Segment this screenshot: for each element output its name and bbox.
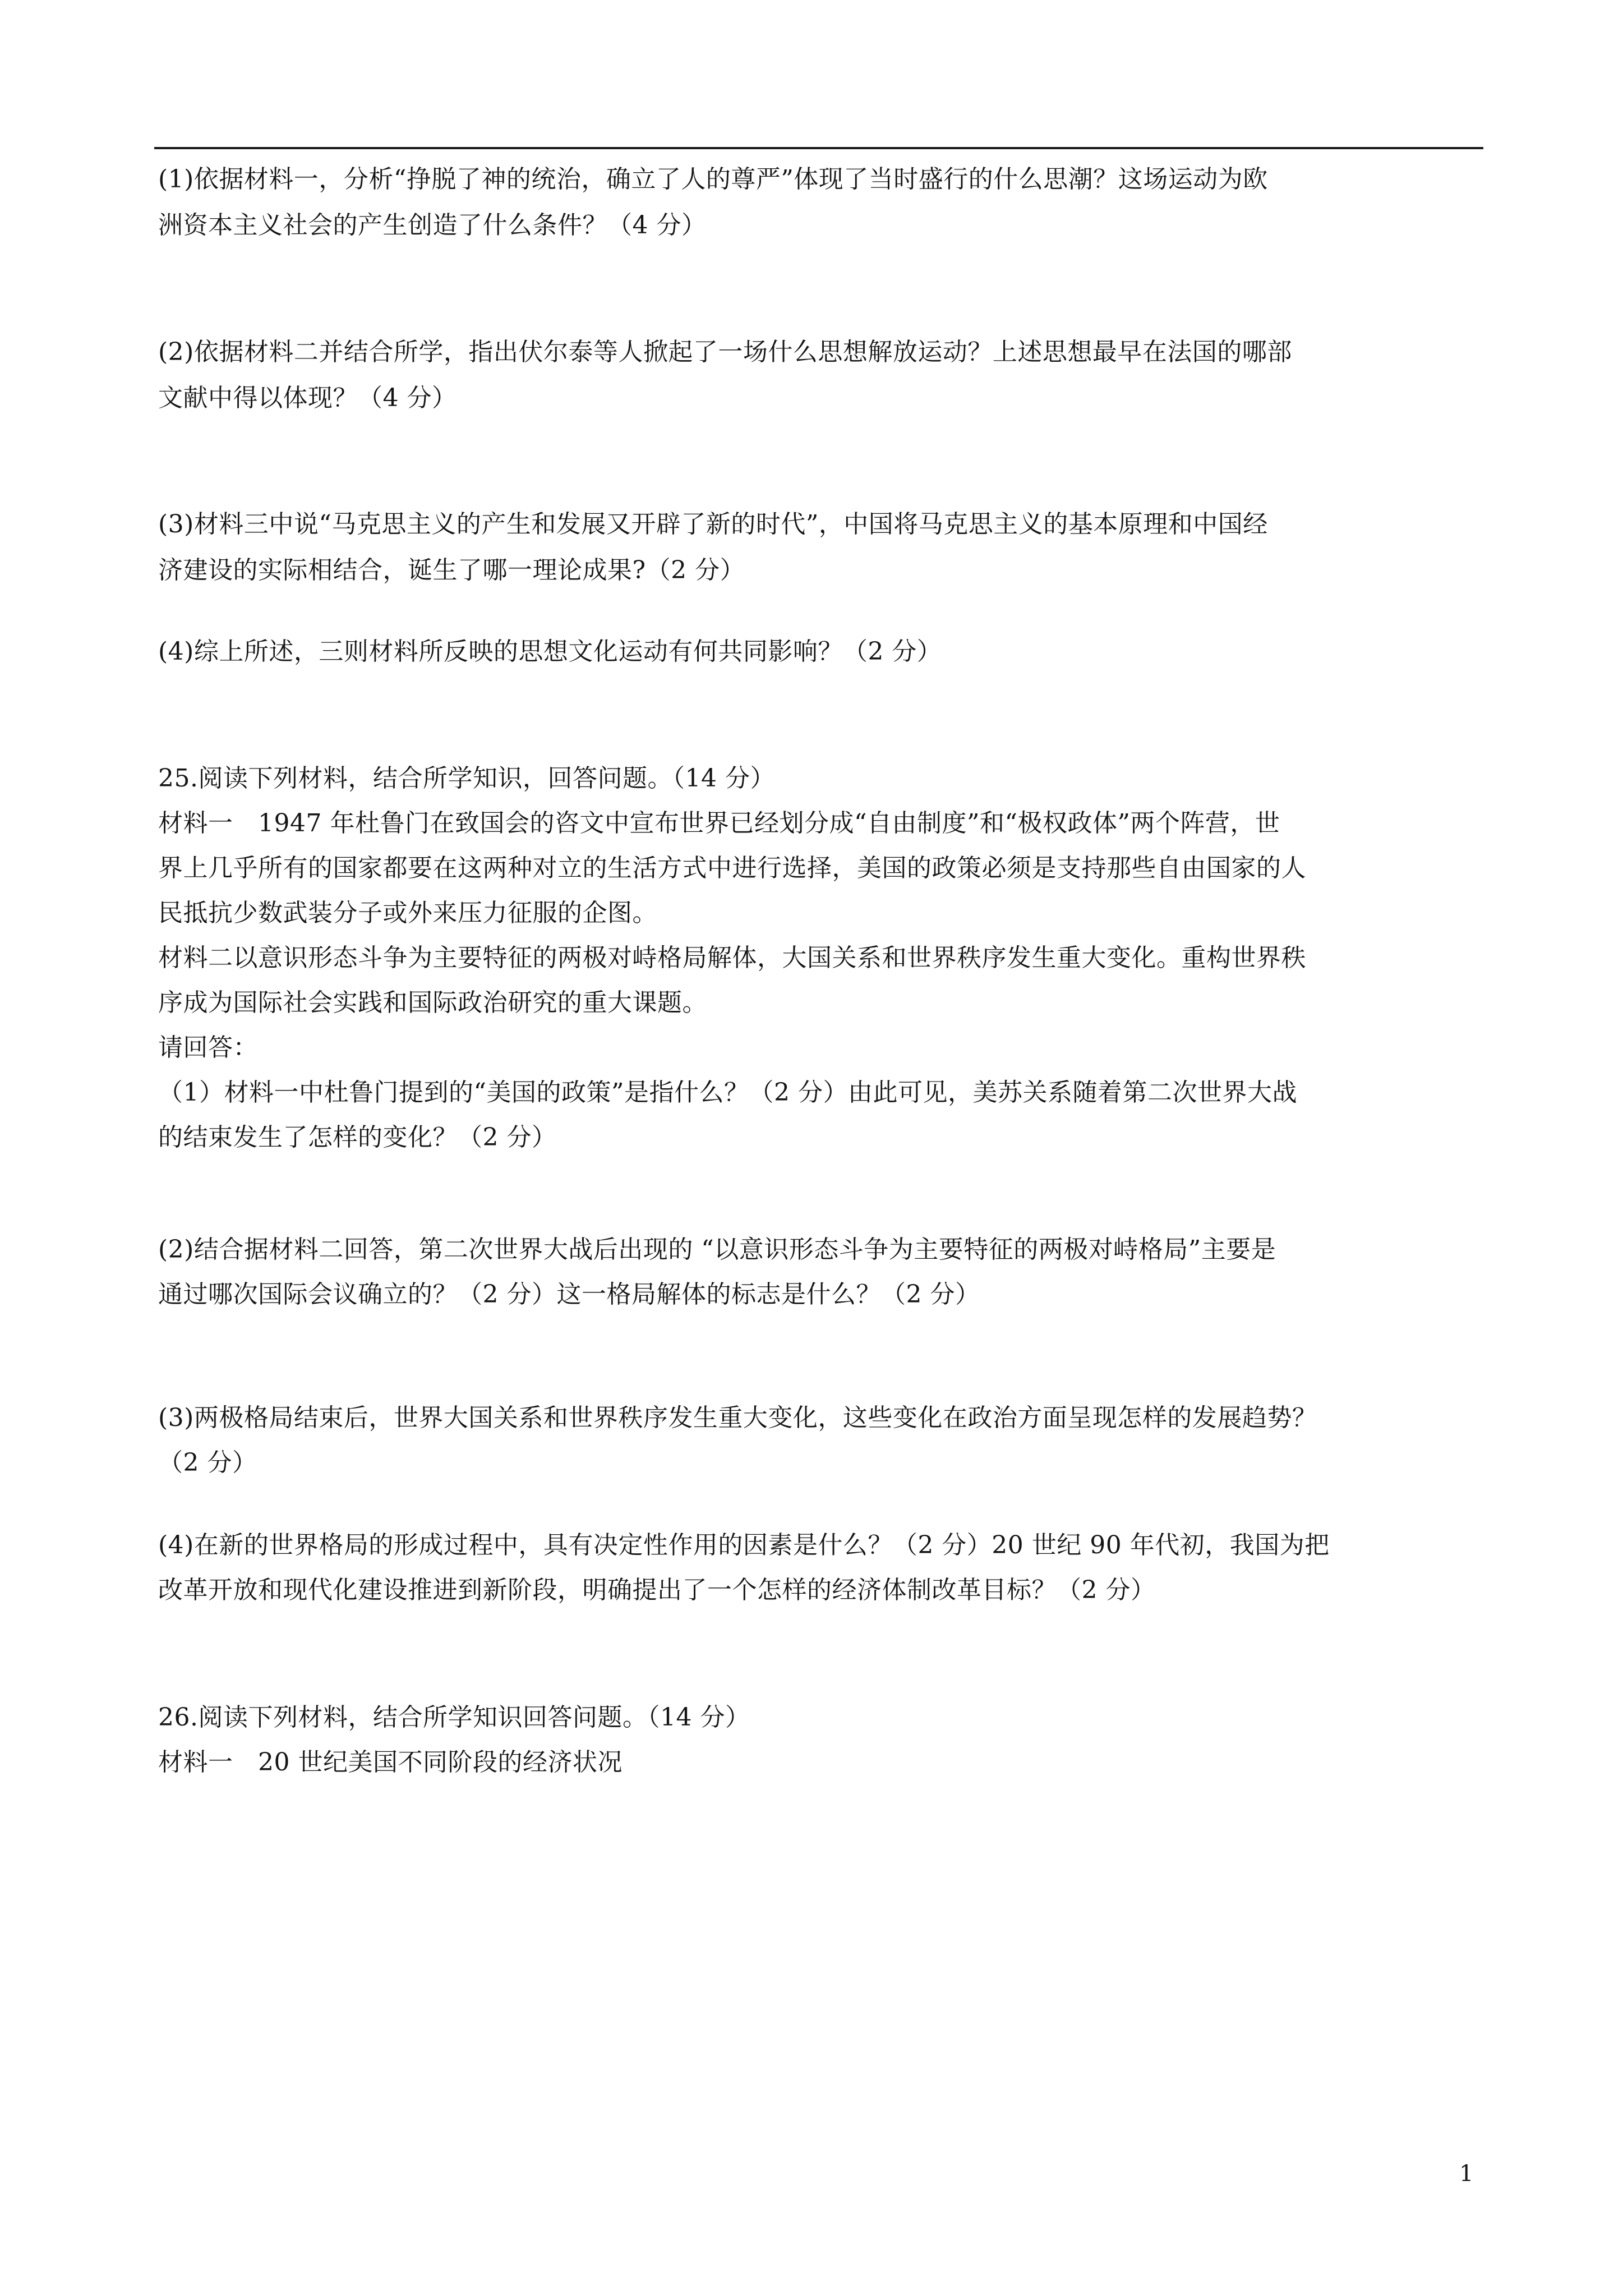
q24-1-line-1: (1)依据材料一，分析“挣脱了神的统治，确立了人的尊严”体现了当时盛行的什么思潮？这场运动为欧 [158,165,1268,194]
q26-heading: 26.阅读下列材料，结合所学知识回答问题。（14 分） [158,1703,750,1732]
q25-3-line-2: （2 分） [158,1448,257,1477]
q26-material-1: 材料一 20 世纪美国不同阶段的经济状况 [158,1748,623,1777]
q24-3-line-1: (3)材料三中说“马克思主义的产生和发展又开辟了新的时代”，中国将马克思主义的基本原理和中国经 [158,510,1268,539]
q25-heading: 25.阅读下列材料，结合所学知识，回答问题。（14 分） [158,764,775,793]
q24-4-line-1: (4)综上所述，三则材料所反映的思想文化运动有何共同影响？（2 分） [158,637,942,666]
q25-4-line-2: 改革开放和现代化建设推进到新阶段，明确提出了一个怎样的经济体制改革目标？（2 分） [158,1576,1156,1604]
q25-please-answer: 请回答： [158,1033,258,1062]
q25-material-1-line-2: 界上几乎所有的国家都要在这两种对立的生活方式中进行选择，美国的政策必须是支持那些自由国家的人 [158,854,1306,882]
q25-2-line-1: (2)结合据材料二回答，第二次世界大战后出现的 “以意识形态斗争为主要特征的两极对峙格局”主要是 [158,1235,1276,1264]
q25-1-line-2: 的结束发生了怎样的变化？（2 分） [158,1123,557,1152]
q25-material-1-line-1: 材料一 1947 年杜鲁门在致国会的咨文中宣布世界已经划分成“自由制度”和“极权政体”两个阵营，世 [158,809,1280,838]
q24-2-line-1: (2)依据材料二并结合所学，指出伏尔泰等人掀起了一场什么思想解放运动？上述思想最早在法国的哪部 [158,338,1292,366]
q25-4-line-1: (4)在新的世界格局的形成过程中，具有决定性作用的因素是什么？（2 分）20 世纪 90 年代初，我国为把 [158,1531,1330,1559]
q25-1-line-1: （1）材料一中杜鲁门提到的“美国的政策”是指什么？（2 分）由此可见，美苏关系随着第二次世界大战 [158,1078,1297,1107]
page-number: 1 [1459,2161,1474,2187]
q25-material-2-line-1: 材料二以意识形态斗争为主要特征的两极对峙格局解体，大国关系和世界秩序发生重大变化。重构世界秩 [158,944,1306,972]
q24-1-line-2: 洲资本主义社会的产生创造了什么条件？（4 分） [158,211,707,240]
q25-material-1-line-3: 民抵抗少数武装分子或外来压力征服的企图。 [158,899,657,927]
q25-2-line-2: 通过哪次国际会议确立的？（2 分）这一格局解体的标志是什么？（2 分） [158,1280,980,1309]
header-rule [154,147,1483,149]
q25-3-line-1: (3)两极格局结束后，世界大国关系和世界秩序发生重大变化，这些变化在政治方面呈现怎样的发展趋势？ [158,1404,1317,1432]
q24-2-line-2: 文献中得以体现？（4 分） [158,384,457,412]
q25-material-2-line-2: 序成为国际社会实践和国际政治研究的重大课题。 [158,988,707,1017]
q24-3-line-2: 济建设的实际相结合，诞生了哪一理论成果?（2 分） [158,556,745,585]
